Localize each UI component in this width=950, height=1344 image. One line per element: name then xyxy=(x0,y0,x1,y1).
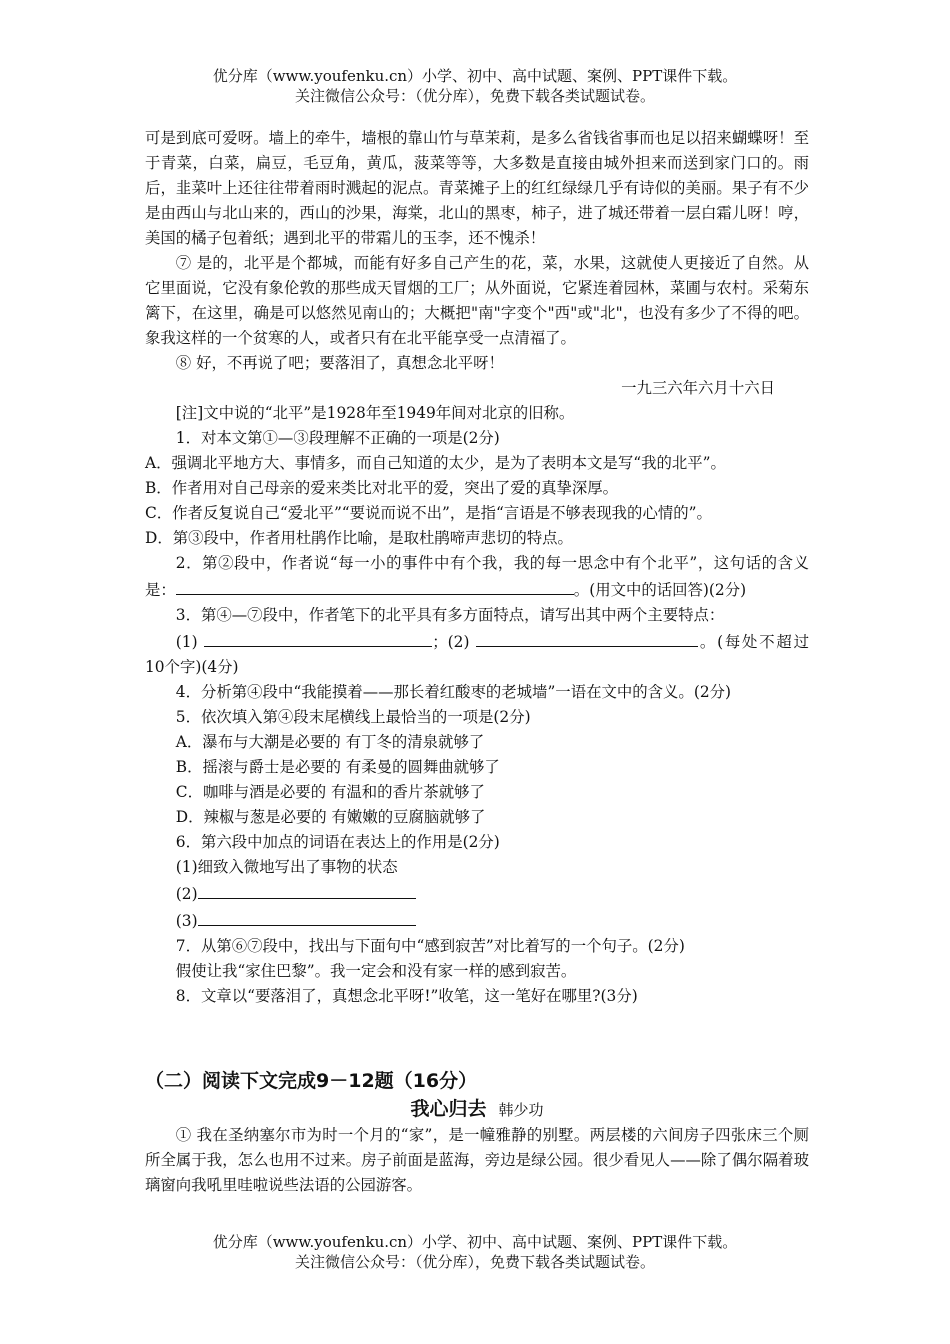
question-6-answer-1: (1)细致入微地写出了事物的状态 xyxy=(175,858,398,876)
question-6-label-3: (3) xyxy=(175,912,198,930)
header-line-1: 优分库（www.youfenku.cn）小学、初中、高中试题、案例、PPT课件下载。 xyxy=(212,67,738,85)
question-6-answer-2 xyxy=(145,880,809,907)
question-6-label-2: (2) xyxy=(175,885,198,903)
passage-note: [注]文中说的“北平”是1928年至1949年间对北京的旧称。 xyxy=(175,404,575,422)
question-5-option-d: D．辣椒与葱是必要的 有嫩嫩的豆腐脑就够了 xyxy=(175,808,486,826)
main-content xyxy=(145,126,809,1009)
question-3-suffix: 。(每处不超过10个字)(4分) xyxy=(145,633,809,676)
article-title: 我心归去 xyxy=(410,1098,487,1120)
footer-line-2: 关注微信公众号：（优分库），免费下载各类试题试卷。 xyxy=(294,1253,655,1271)
question-7-sentence: 假使让我“家住巴黎”。我一定会和没有家一样的感到寂苦。 xyxy=(175,962,577,980)
question-5-option-b: B．摇滚与爵士是必要的 有柔曼的圆舞曲就够了 xyxy=(175,758,500,776)
section-2-title: （二）阅读下文完成9－12题（16分） xyxy=(145,1070,478,1092)
article-author: 韩少功 xyxy=(498,1101,544,1119)
answer-blank-q3-2[interactable] xyxy=(476,628,698,647)
question-4: 4．分析第④段中“我能摸着——那长着红酸枣的老城墙”一语在文中的含义。(2分) xyxy=(175,683,732,701)
header-line-2: 关注微信公众号：（优分库），免费下载各类试题试卷。 xyxy=(294,87,655,105)
question-6-answer-3 xyxy=(145,907,809,934)
question-6-stem: 6．第六段中加点的词语在表达上的作用是(2分) xyxy=(175,833,500,851)
answer-blank-q6-3[interactable] xyxy=(198,907,416,926)
question-3-separator: ；(2) xyxy=(432,633,470,651)
passage-paragraph-6-tail: 可是到底可爱呀。墙上的牵牛，墙根的靠山竹与草茉莉，是多么省钱省事而也足以招来蝴蝶呀！至于青菜，白菜，扁豆，毛豆角，黄瓜，菠菜等等，大多数是直接由城外担来而送到家门口的。雨后，韭菜叶上还往往带着雨时溅起的泥点。青菜摊子上的红红绿绿几乎有诗似的美丽。果子有不少是由西山与北山来的，西山的沙果，海棠，北山的黑枣，柿子，进了城还带着一层白霜儿呀！哼，美国的橘子包着纸；遇到北平的带霜儿的玉李，还不愧杀！ xyxy=(145,129,809,247)
passage-paragraph-8: ⑧ 好，不再说了吧；要落泪了，真想念北平呀！ xyxy=(175,354,504,372)
question-2-suffix: 。(用文中的话回答)(2分) xyxy=(573,581,747,599)
article-heading xyxy=(145,1096,809,1123)
question-5-stem: 5．依次填入第④段末尾横线上最恰当的一项是(2分) xyxy=(175,708,531,726)
question-8: 8．文章以“要落泪了，真想念北平呀!”收笔，这一笔好在哪里?(3分) xyxy=(175,987,638,1005)
question-5-option-c: C．咖啡与酒是必要的 有温和的香片茶就够了 xyxy=(175,783,485,801)
article-paragraph-1: ① 我在圣纳塞尔市为时一个月的“家”，是一幢雅静的别墅。两层楼的六间房子四张床三个厕所全属于我，怎么也用不过来。房子前面是蓝海，旁边是绿公园。很少看见人——除了偶尔隔着玻璃窗向我吼里哇啦说些法语的公园游客。 xyxy=(145,1126,809,1194)
page-footer xyxy=(0,1232,950,1272)
question-1-option-b: B．作者用对自己母亲的爱来类比对北平的爱，突出了爱的真挚深厚。 xyxy=(145,479,619,497)
answer-blank-q2[interactable] xyxy=(176,576,574,595)
question-2 xyxy=(145,551,809,603)
question-2-text: 2．第②段中，作者说“每一小的事件中有个我，我的每一思念中有个北平”，这句话的含义是： xyxy=(145,554,809,599)
question-3-label-1: (1) xyxy=(175,633,198,651)
section-2 xyxy=(145,1068,809,1198)
question-1-option-a: A．强调北平地方大、事情多，而自己知道的太少，是为了表明本文是写“我的北平”。 xyxy=(145,454,726,472)
question-3-stem: 3．第④—⑦段中，作者笔下的北平具有多方面特点，请写出其中两个主要特点： xyxy=(175,606,725,624)
passage-date: 一九三六年六月十六日 xyxy=(621,379,775,397)
question-1-stem: 1．对本文第①—③段理解不正确的一项是(2分) xyxy=(175,429,500,447)
question-3-blanks xyxy=(145,628,809,680)
question-5-option-a: A．瀑布与大潮是必要的 有丁冬的清泉就够了 xyxy=(175,733,485,751)
answer-blank-q3-1[interactable] xyxy=(204,628,432,647)
question-7-stem: 7．从第⑥⑦段中，找出与下面句中“感到寂苦”对比着写的一个句子。(2分) xyxy=(175,937,685,955)
passage-paragraph-7: ⑦ 是的，北平是个都城，而能有好多自己产生的花，菜，水果，这就使人更接近了自然。从它里面说，它没有象伦敦的那些成天冒烟的工厂；从外面说，它紧连着园林，菜圃与农村。采菊东篱下，在这里，确是可以悠然见南山的；大概把"南"字变个"西"或"北"，也没有多少了不得的吧。象我这样的一个贫寒的人，或者只有在北平能享受一点清福了。 xyxy=(145,254,809,347)
footer-line-1: 优分库（www.youfenku.cn）小学、初中、高中试题、案例、PPT课件下载。 xyxy=(212,1233,738,1251)
answer-blank-q6-2[interactable] xyxy=(198,880,416,899)
page-header xyxy=(0,66,950,106)
question-1-option-d: D．第③段中，作者用杜鹃作比喻，是取杜鹃啼声悲切的特点。 xyxy=(145,529,573,547)
question-1-option-c: C．作者反复说自己“爱北平”“要说而说不出”，是指“言语是不够表现我的心情的”。 xyxy=(145,504,712,522)
